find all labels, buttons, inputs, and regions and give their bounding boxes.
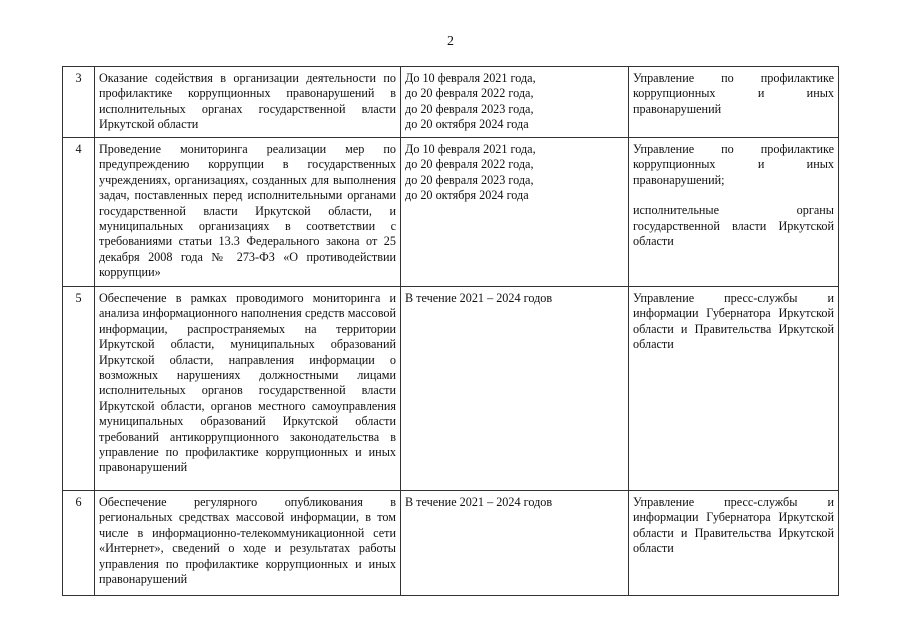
term-line: до 20 февраля 2023 года, bbox=[405, 172, 534, 187]
row-number: 4 bbox=[63, 138, 95, 287]
measures-table bbox=[62, 66, 839, 596]
responsible-line: исполнительные органы государственной власти Иркутской области bbox=[633, 203, 834, 249]
term-line: до 20 октября 2024 года bbox=[405, 188, 529, 203]
measure-term bbox=[401, 491, 629, 596]
term-line: до 20 февраля 2022 года, bbox=[405, 86, 534, 101]
table-row bbox=[63, 287, 839, 491]
table-row bbox=[63, 138, 839, 287]
measure-responsible bbox=[629, 287, 839, 491]
table-row bbox=[63, 491, 839, 596]
row-number: 3 bbox=[63, 67, 95, 138]
measure-description: Оказание содействия в организации деятельности по профилактике коррупционных правонарушений в исполнительных органах государственной власти Иркутской области bbox=[95, 67, 401, 138]
responsible-line: Управление по профилактике коррупционных и иных правонарушений; bbox=[633, 142, 834, 187]
table-row bbox=[63, 67, 839, 138]
row-number: 5 bbox=[63, 287, 95, 491]
responsible-line: Управление по профилактике коррупционных и иных правонарушений bbox=[633, 71, 834, 116]
measure-responsible bbox=[629, 491, 839, 596]
measure-description: Проведение мониторинга реализации мер по предупреждению коррупции в государственных учреждениях, организациях, созданных для выполнения задач, поставленных перед исполнительными органами государственной власти Иркутской области, и муниципальных организациях в соответствии с требованиями статьи 13.3 Федерального закона от 25 декабря 2008 года № 273-ФЗ «О противодействии коррупции» bbox=[95, 138, 401, 287]
term-line: В течение 2021 – 2024 годов bbox=[405, 291, 553, 305]
term-line: до 20 февраля 2022 года, bbox=[405, 157, 534, 172]
term-line: До 10 февраля 2021 года, bbox=[405, 142, 536, 156]
term-line: В течение 2021 – 2024 годов bbox=[405, 495, 553, 509]
term-line: до 20 февраля 2023 года, bbox=[405, 101, 534, 116]
page-number: 2 bbox=[447, 34, 454, 49]
measure-term bbox=[401, 67, 629, 138]
term-line: до 20 октября 2024 года bbox=[405, 117, 529, 132]
term-line: До 10 февраля 2021 года, bbox=[405, 71, 536, 85]
measure-term bbox=[401, 287, 629, 491]
row-number: 6 bbox=[63, 491, 95, 596]
responsible-line: Управление пресс-службы и информации Губернатора Иркутской области и Правительства Иркутской области bbox=[633, 495, 834, 556]
measure-description: Обеспечение в рамках проводимого мониторинга и анализа информационного наполнения средств массовой информации, распространяемых на территории Иркутской области, муниципальных образований Иркутской области, направления информации о возможных нарушениях должностными лицами исполнительных органов государственной власти Иркутской области, органов местного самоуправления муниципальных образований Иркутской области требований антикоррупционного законодательства в управление по профилактике коррупционных и иных правонарушений bbox=[95, 287, 401, 491]
measure-responsible bbox=[629, 138, 839, 287]
measure-responsible bbox=[629, 67, 839, 138]
measure-description: Обеспечение регулярного опубликования в региональных средствах массовой информации, в том числе в информационно-телекоммуникационной сети «Интернет», сведений о ходе и результатах работы управления по профилактике коррупционных и иных правонарушений bbox=[95, 491, 401, 596]
responsible-line: Управление пресс-службы и информации Губернатора Иркутской области и Правительства Иркутской области bbox=[633, 291, 834, 352]
measure-term bbox=[401, 138, 629, 287]
